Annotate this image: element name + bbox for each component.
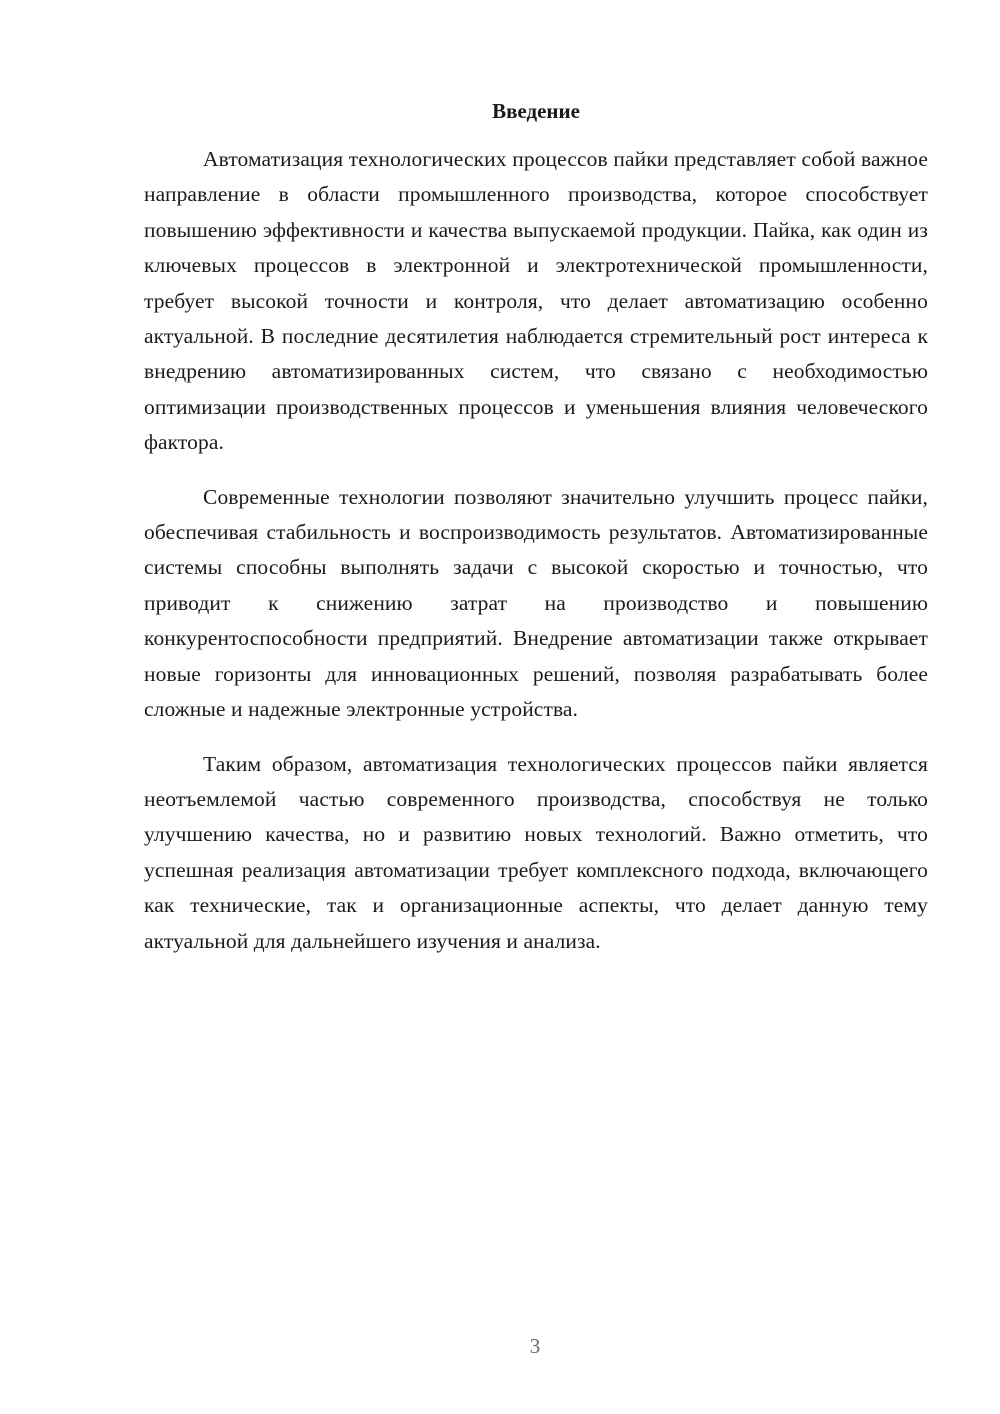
paragraph-3: Таким образом, автоматизация технологических процессов пайки является неотъемлемой частью современного производства, способствуя не только улучшению качества, но и развитию новых технологий. Важно отметить, что успешная реализация автоматизации требует комплексного подхода, включающего как технические, так и организационные аспекты, что делает данную тему актуальной для дальнейшего изучения и анализа.	[144, 751, 928, 953]
page-number: 3	[529, 1334, 541, 1358]
paragraph-1: Автоматизация технологических процессов пайки представляет собой важное направление в области промышленного производства, которое способствует повышению эффективности и качества выпускаемой продукции. Пайка, как один из ключевых процессов в электронной и электротехнической промышленности, требует высокой точности и контроля, что делает автоматизацию особенно актуальной. В последние десятилетия наблюдается стремительный рост интереса к внедрению автоматизированных систем, что связано с необходимостью оптимизации производственных процессов и уменьшения влияния человеческого фактора.	[144, 147, 928, 455]
page-content	[144, 98, 928, 978]
page-title: Введение	[492, 99, 580, 123]
paragraph-2: Современные технологии позволяют значительно улучшить процесс пайки, обеспечивая стабильность и воспроизводимость результатов. Автоматизированные системы способны выполнять задачи с высокой скоростью и точностью, что приводит к снижению затрат на производство и повышению конкурентоспособности предприятий. Внедрение автоматизации также открывает новые горизонты для инновационных решений, позволяя разрабатывать более сложные и надежные электронные устройства.	[144, 484, 928, 722]
